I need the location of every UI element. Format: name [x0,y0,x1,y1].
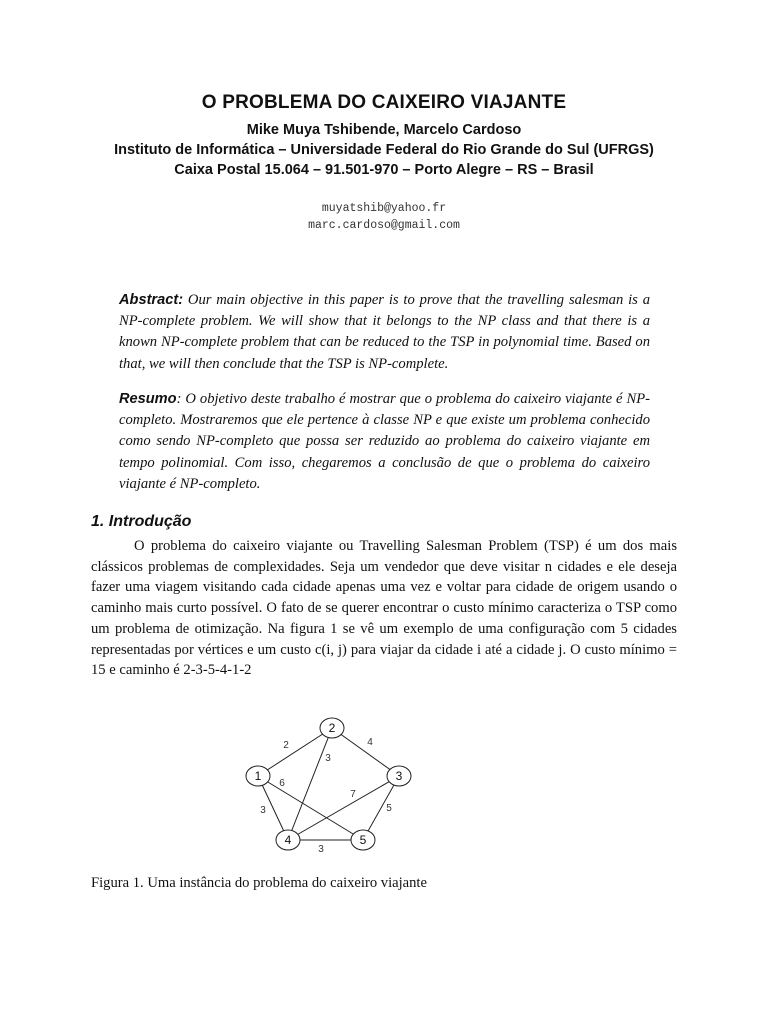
paper-title: O PROBLEMA DO CAIXEIRO VIAJANTE [201,92,567,113]
paper-authors: Mike Muya Tshibende, Marcelo Cardoso [246,122,522,138]
paper-institution: Instituto de Informática – Universidade Federal do Rio Grande do Sul (UFRGS) [114,142,654,158]
edge-weight-label: 5 [386,803,392,814]
abstract-text: Our main objective in this paper is to prove that the travelling salesman is a NP-complete problem. We will show that it belongs to the NP class and that there is a known NP-complete problem that can be reduced to the TSP in polynomial time. Based on that, we will then conclude that the TSP is NP-complete. [119,292,650,372]
author-email[interactable]: marc.cardoso@gmail.com [308,219,460,232]
figure-caption: Figura 1. Uma instância do problema do caixeiro viajante [91,875,427,891]
graph-node-label: 1 [254,769,262,783]
graph-node-label: 3 [395,769,403,783]
edge-weight-label: 3 [318,844,324,855]
graph-edge-2-3 [332,728,399,776]
paper-address: Caixa Postal 15.064 – 91.501-970 – Porto Alegre – RS – Brasil [174,162,594,178]
author-email[interactable]: muyatshib@yahoo.fr [321,202,447,215]
edge-weight-label: 2 [283,740,289,751]
graph-edge-3-5 [363,776,399,840]
resumo-paragraph [119,389,650,495]
section-heading: 1. Introdução [91,513,192,530]
abstract-label: Abstract: [119,292,184,308]
intro-paragraph: O problema do caixeiro viajante ou Travelling Salesman Problem (TSP) é um dos mais clássicos problemas de complexidades. Seja um vendedor que deve visitar n cidades e ele deseja fazer uma viagem visitando cada cidade apenas uma vez e voltar para cidade de origem usando o caminho mais curto possível. O fato de se querer encontrar o custo mínimo caracteriza o TSP como um problema de otimização. Na figura 1 se vê um exemplo de uma configuração com 5 cidades representadas por vértices e um custo c(i, j) para viajar da cidade i até a cidade j. O custo mínimo = 15 e caminho é 2-3-5-4-1-2 [91,538,677,679]
graph-node-label: 2 [328,721,336,735]
tsp-graph-figure [236,712,426,860]
edge-weight-label: 3 [260,805,266,816]
graph-edge-1-5 [258,776,363,840]
resumo-label: Resumo [119,391,177,407]
graph-edge-2-4 [288,728,332,840]
graph-edge-1-2 [258,728,332,776]
edge-weight-label: 3 [325,753,331,764]
edge-weight-label: 4 [367,737,373,748]
graph-edge-3-4 [288,776,399,840]
graph-node-label: 5 [359,833,367,847]
graph-node-label: 4 [284,833,292,847]
edge-weight-label: 7 [350,789,356,800]
resumo-text: : O objetivo deste trabalho é mostrar que o problema do caixeiro viajante é NP-completo. Mostraremos que ele pertence à classe NP e que existe um problema conhecido como sendo NP-completo que possa ser reduzido ao problema do caixeiro viajante em tempo polinomial. Com isso, chegaremos a conclusão de que o problema do caixeiro viajante é NP-completo. [119,391,650,492]
edge-weight-label: 6 [279,778,285,789]
abstract-paragraph [119,290,650,375]
